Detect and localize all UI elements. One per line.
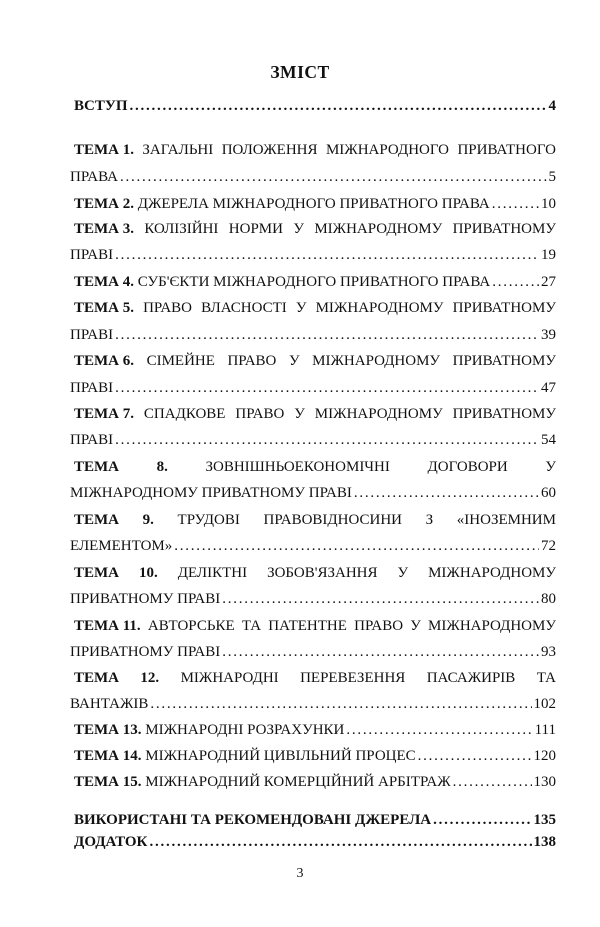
toc-entry-topic-8-cont[interactable]: МІЖНАРОДНОМУ ПРИВАТНОМУ ПРАВІ . . . 60 xyxy=(70,485,556,502)
toc-entry-topic-13[interactable]: ТЕМА 13. МІЖНАРОДНІ РОЗРАХУНКИ . . . 111 xyxy=(74,722,556,739)
page-title: ЗМІСТ xyxy=(270,62,330,82)
toc-page-number: 60 xyxy=(541,485,556,501)
toc-entry-references[interactable] xyxy=(74,812,556,829)
toc-page-number: 72 xyxy=(541,538,556,554)
toc-entry-topic-5[interactable]: ТЕМА 5. ПРАВО ВЛАСНОСТІ У МІЖНАРОДНОМУ ПРИВАТНОМУ xyxy=(74,300,556,316)
toc-entry-topic-11-cont[interactable]: ПРИВАТНОМУ ПРАВІ . . . 93 xyxy=(70,644,556,661)
toc-page-number: 10 xyxy=(541,196,556,212)
toc-page-number: 102 xyxy=(533,696,556,712)
toc-page-number: 111 xyxy=(534,722,556,738)
toc-page-number: 120 xyxy=(533,748,556,764)
topic-word: ТЕМА xyxy=(74,670,119,686)
topic-word: ТЕМА xyxy=(74,459,119,475)
toc-entry-topic-1[interactable]: ТЕМА 1. ЗАГАЛЬНІ ПОЛОЖЕННЯ МІЖНАРОДНОГО ПРИВАТНОГО xyxy=(74,142,556,158)
toc-entry-topic-10[interactable]: ТЕМА 10. ДЕЛІКТНІ ЗОБОВ'ЯЗАННЯ У МІЖНАРОДНОМУ xyxy=(74,565,556,581)
toc-entry-topic-9-cont[interactable]: ЕЛЕМЕНТОМ» . . . 72 xyxy=(70,538,556,555)
toc-entry-topic-8[interactable]: ТЕМА 8. ЗОВНІШНЬОЕКОНОМІЧНІ ДОГОВОРИ У xyxy=(74,459,556,475)
toc-page-number: 130 xyxy=(533,774,556,790)
toc-entry-topic-7[interactable]: ТЕМА 7. СПАДКОВЕ ПРАВО У МІЖНАРОДНОМУ ПРИВАТНОМУ xyxy=(74,406,556,422)
topic-number: 9. xyxy=(142,512,154,528)
toc-entry-label: ВСТУП xyxy=(74,98,128,114)
topic-number: ТЕМА 11. xyxy=(74,618,141,634)
toc-entry-appendix[interactable] xyxy=(74,834,556,851)
toc-entry-topic-15[interactable]: ТЕМА 15. МІЖНАРОДНИЙ КОМЕРЦІЙНИЙ АРБІТРАЖ . . . 130 xyxy=(74,774,556,791)
toc-entry-topic-1-cont[interactable]: ПРАВА . . . 5 xyxy=(70,169,556,186)
toc-entry-topic-11[interactable]: ТЕМА 11. АВТОРСЬКЕ ТА ПАТЕНТНЕ ПРАВО У МІЖНАРОДНОМУ xyxy=(74,618,556,634)
topic-number: 8. xyxy=(156,459,168,475)
toc-entry-topic-12[interactable]: ТЕМА 12. МІЖНАРОДНІ ПЕРЕВЕЗЕННЯ ПАСАЖИРІВ ТА xyxy=(74,670,556,686)
topic-word: ТЕМА xyxy=(74,512,119,528)
toc-entry-topic-4[interactable]: ТЕМА 4. СУБ'ЄКТИ МІЖНАРОДНОГО ПРИВАТНОГО ПРАВА . . . 27 xyxy=(74,274,556,291)
topic-number: ТЕМА 15. xyxy=(74,774,142,790)
topic-number: 10. xyxy=(138,565,158,581)
toc-entry-topic-5-cont[interactable]: ПРАВІ . . . 39 xyxy=(70,327,556,344)
topic-number: ТЕМА 6. xyxy=(74,353,134,369)
toc-entry-topic-14[interactable]: ТЕМА 14. МІЖНАРОДНИЙ ЦИВІЛЬНИЙ ПРОЦЕС . . . 120 xyxy=(74,748,556,765)
topic-number: ТЕМА 14. xyxy=(74,748,142,764)
toc-page-number: 135 xyxy=(533,812,556,828)
toc-entry-intro[interactable] xyxy=(74,98,556,115)
toc-entry-topic-6-cont[interactable]: ПРАВІ . . . 47 xyxy=(70,380,556,397)
toc-page-number: 4 xyxy=(548,98,556,114)
toc-page-number: 93 xyxy=(541,644,556,660)
topic-number: ТЕМА 7. xyxy=(74,406,134,422)
topic-number: ТЕМА 1. xyxy=(74,142,134,158)
topic-number: ТЕМА 5. xyxy=(74,300,134,316)
toc-page-number: 54 xyxy=(541,432,556,448)
toc-page-number: 80 xyxy=(541,591,556,607)
topic-number: ТЕМА 4. xyxy=(74,274,134,290)
toc-entry-topic-9[interactable]: ТЕМА 9. ТРУДОВІ ПРАВОВІДНОСИНИ З «ІНОЗЕМНИМ xyxy=(74,512,556,528)
toc-page-number: 47 xyxy=(541,380,556,396)
toc-page-number: 19 xyxy=(541,247,556,263)
topic-number: ТЕМА 3. xyxy=(74,221,134,237)
topic-number: 12. xyxy=(140,670,160,686)
toc-entry-topic-7-cont[interactable]: ПРАВІ . . . 54 xyxy=(70,432,556,449)
toc-entry-label: ДОДАТОК xyxy=(74,834,148,850)
toc-entry-topic-3-cont[interactable]: ПРАВІ . . . 19 xyxy=(70,247,556,264)
topic-number: ТЕМА 2. xyxy=(74,196,134,212)
topic-number: ТЕМА 13. xyxy=(74,722,142,738)
toc-page-number: 5 xyxy=(548,169,556,185)
topic-word: ТЕМА xyxy=(74,565,119,581)
toc-entry-label: ВИКОРИСТАНІ ТА РЕКОМЕНДОВАНІ ДЖЕРЕЛА xyxy=(74,812,432,828)
page-number: 3 xyxy=(296,866,304,881)
toc-page-number: 39 xyxy=(541,327,556,343)
toc-entry-topic-2[interactable]: ТЕМА 2. ДЖЕРЕЛА МІЖНАРОДНОГО ПРИВАТНОГО ПРАВА . . . 10 xyxy=(74,196,556,213)
toc-entry-topic-12-cont[interactable]: ВАНТАЖІВ . . . 102 xyxy=(70,696,556,713)
toc-entry-topic-6[interactable]: ТЕМА 6. СІМЕЙНЕ ПРАВО У МІЖНАРОДНОМУ ПРИВАТНОМУ xyxy=(74,353,556,369)
toc-entry-topic-10-cont[interactable]: ПРИВАТНОМУ ПРАВІ . . . 80 xyxy=(70,591,556,608)
toc-entry-topic-3[interactable]: ТЕМА 3. КОЛІЗІЙНІ НОРМИ У МІЖНАРОДНОМУ ПРИВАТНОМУ xyxy=(74,221,556,237)
toc-page-number: 27 xyxy=(541,274,556,290)
toc-page-number: 138 xyxy=(533,834,556,850)
